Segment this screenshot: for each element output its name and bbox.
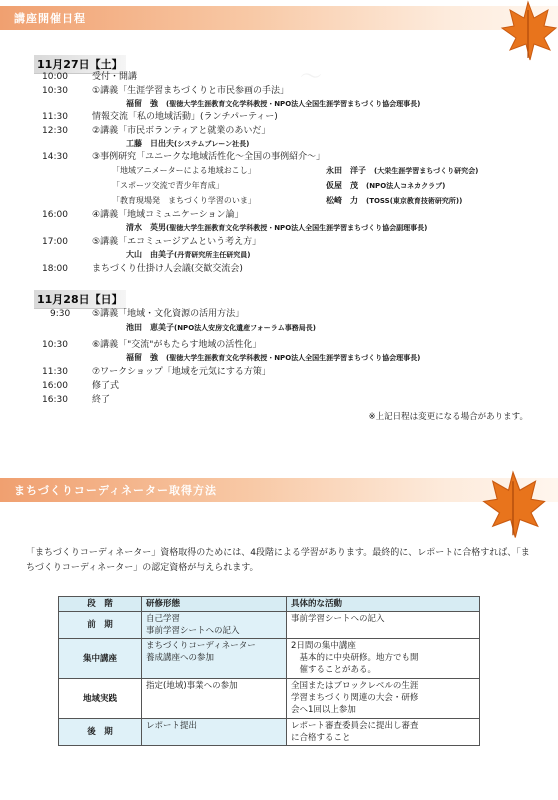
- case-presenter: 松崎 力 (TOSS(東京教育技術研究所)): [326, 196, 463, 205]
- table-row: [59, 612, 480, 639]
- table-row: [59, 719, 480, 746]
- table-row: [59, 679, 480, 719]
- table-cell-form: 自己学習 事前学習シートへの記入: [142, 612, 287, 639]
- day1-date: 11月27日【土】: [34, 55, 126, 74]
- lecturer-line: 清水 英男(聖徳大学生涯教育文化学科教授・NPO法人全国生涯学習まちづくり協会副理事長): [126, 223, 428, 232]
- table-cell-stage: 前 期: [59, 612, 142, 639]
- day2-date: 11月28日【日】: [34, 290, 126, 309]
- table-cell-activity: 2日間の集中講座 基本的に中央研修。地方でも開 催することがある。: [287, 639, 480, 679]
- method-paragraph: 「まちづくりコーディネーター」資格取得のためには、4段階による学習があります。最終的に、レポートに合格すれば、「まちづくりコーディネーター」の認定資格が与えられます。: [26, 548, 530, 573]
- case-presenter: 永田 洋子 (大栄生涯学習まちづくり研究会): [326, 166, 479, 175]
- table-header-cell: 研修形態: [142, 597, 287, 612]
- table-header-cell: 段 階: [59, 597, 142, 612]
- lecturer-line: 福留 強 (聖徳大学生涯教育文化学科教授・NPO法人全国生涯学習まちづくり協会理事長): [126, 353, 421, 362]
- table-cell-activity: 事前学習シートへの記入: [287, 612, 480, 639]
- maple-leaf-icon: [478, 470, 548, 542]
- table-row: [59, 639, 480, 679]
- table-header-cell: 具体的な活動: [287, 597, 480, 612]
- table-cell-activity: 全国またはブロックレベルの生涯 学習まちづくり関連の大会・研修 会へ1回以上参加: [287, 679, 480, 719]
- lecturer-line: 福留 強 (聖徳大学生涯教育文化学科教授・NPO法人全国生涯学習まちづくり協会理事長): [126, 99, 421, 108]
- method-header-bar: [0, 478, 558, 502]
- schedule-note: ※上記日程は変更になる場合があります。: [368, 412, 528, 422]
- schedule-header-bar: [0, 6, 558, 30]
- lecturer-line: 大山 由美子(丹青研究所主任研究員): [126, 250, 251, 259]
- method-table: [58, 596, 480, 746]
- background-watermark: 〜: [300, 65, 323, 90]
- table-cell-form: レポート提出: [142, 719, 287, 746]
- table-cell-activity: レポート審査委員会に提出し審査 に合格すること: [287, 719, 480, 746]
- method-header-title: まちづくりコーディネーター取得方法: [14, 484, 218, 497]
- table-header-row: [59, 597, 480, 612]
- case-title: 「スポーツ交流で青少年育成」: [112, 181, 224, 190]
- case-title: 「地域アニメーターによる地域おこし」: [112, 166, 256, 175]
- lecturer-line: 工藤 日出夫(システムブレーン社長): [126, 139, 250, 148]
- table-cell-form: まちづくりコーディネーター 養成講座への参加: [142, 639, 287, 679]
- case-title: 「教育現場発 まちづくり学習のいま」: [112, 196, 256, 205]
- table-cell-stage: 集中講座: [59, 639, 142, 679]
- table-cell-form: 指定(地域)事業への参加: [142, 679, 287, 719]
- table-cell-stage: 地域実践: [59, 679, 142, 719]
- table-cell-stage: 後 期: [59, 719, 142, 746]
- maple-leaf-icon: [498, 0, 558, 64]
- schedule-header-title: 講座開催日程: [14, 12, 86, 25]
- case-presenter: 仮屋 茂 (NPO法人コネカクラブ): [326, 181, 446, 190]
- lecturer-line: 池田 恵美子(NPO法人安房文化遺産フォーラム事務局長): [126, 323, 316, 332]
